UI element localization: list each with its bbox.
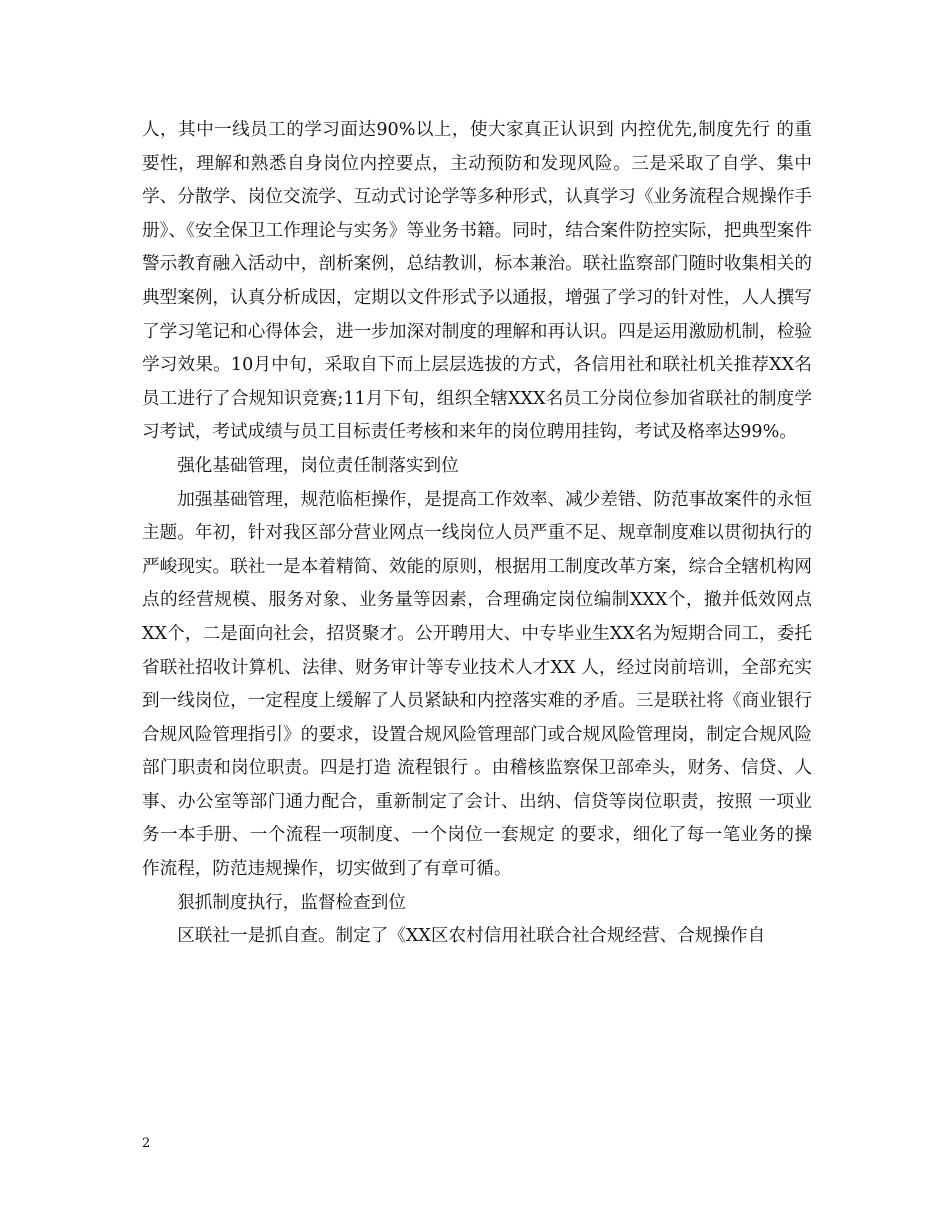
paragraph-self-inspection: 区联社一是抓自查。制定了《XX区农村信用社联合社合规经营、合规操作自 [177,926,766,947]
paragraph-foundation-management: 加强基础管理，规范临柜操作，是提高工作效率、减少差错、防范事故案件的永恒主题。年初，针对我区部分营业网点一线岗位人员严重不足、规章制度难以贯彻执行的严峻现实。联社一是本着精简、效能的原则，根据用工制度改革方案，综合全辖机构网点的经营规模、服务对象、业务量等因素，合理确定岗位编制XXX个，撤并低效网点XX个，二是面向社会，招贤聚才。公开聘用大、中专毕业生XX名为短期合同工，委托省联社招收计算机、法律、财务审计等专业技术人才XX 人，经过岗前培训，全部充实到一线岗位，一定程度上缓解了人员紧缺和内控落实难的矛盾。三是联社将《商业银行合规风险管理指引》的要求，设置合规风险管理部门或合规风险管理岗，制定合规风险部门职责和岗位职责。四是打造 流程银行 。由稽核监察保卫部牵头，财务、信贷、人事、办公室等部门通力配合，重新制定了会计、出纳、信贷等岗位职责，按照 一项业务一本手册、一个流程一项制度、一个岗位一套规定 的要求，细化了每一笔业务的操作流程，防范违规操作，切实做到了有章可循。 [142,489,812,880]
page-number: 2 [142,1136,151,1151]
section-heading-system-execution: 狠抓制度执行，监督检查到位 [177,892,406,913]
section-heading-foundation-management: 强化基础管理，岗位责任制落实到位 [177,455,459,476]
document-body [142,114,812,954]
paragraph-continuation: 人，其中一线员工的学习面达90%以上，使大家真正认识到 内控优先,制度先行 的重要性，理解和熟悉自身岗位内控要点，主动预防和发现风险。三是采取了自学、集中学、分散学、岗位交流学、互动式讨论学等多种形式，认真学习《业务流程合规操作手册》、《安全保卫工作理论与实务》等业务书籍。同时，结合案件防控实际，把典型案件警示教育融入活动中，剖析案例，总结教训，标本兼治。联社监察部门随时收集相关的典型案例，认真分析成因，定期以文件形式予以通报，增强了学习的针对性，人人撰写了学习笔记和心得体会，进一步加深对制度的理解和再认识。四是运用激励机制，检验学习效果。10月中旬，采取自下而上层层选拔的方式，各信用社和联社机关推荐XX名员工进行了合规知识竞赛;11月下旬，组织全辖XXX名员工分岗位参加省联社的制度学习考试，考试成绩与员工目标责任考核和来年的岗位聘用挂钩，考试及格率达99%。 [142,120,812,443]
